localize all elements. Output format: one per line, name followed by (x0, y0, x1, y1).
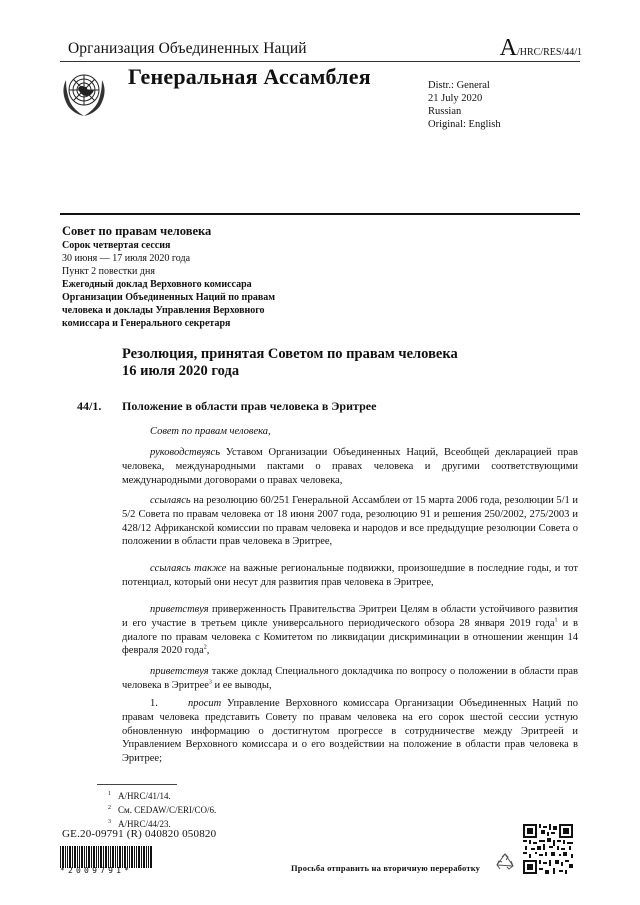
paragraph-text: Уставом Организации Объединенных Наций, Всеобщей декларацией прав человека, международными пактами о правах человека и другими соответствующими международными договорами о правах человека, (122, 447, 578, 486)
paragraph-text: Управление Верховного комиссара Организации Объединенных Наций по правам человека представить Совету по правам человека на его сорок шестой сессии устную обновленную информацию о достигнутом прогрессе в сотрудничестве между Эритреей и Управлением Верховного комиссара и о его воздействии на положение в области прав человека в Эритрее; (122, 698, 578, 765)
agenda-title-line: Организации Объединенных Наций по правам (62, 292, 276, 303)
footnote-number: 1 (108, 791, 111, 797)
paragraph-text: на резолюцию 60/251 Генеральной Ассамблеи от 15 марта 2006 года, резолюции 5/1 и 5/2 Совета по правам человека от 18 июня 2007 года, резолюцию 91 и решения 250/2002, 275/2003 и 428/12 Африканской комиссии по правам человека и народов и все предыдущие резолюции Совета о положении в области прав человека в Эритрее, (122, 495, 578, 548)
paragraph-text: и в диалоге по правам человека с Комитетом по ликвидации дискриминации в отношении женщин 14 февраля 2020 года (122, 617, 578, 657)
resolution-title-line2: 16 июля 2020 года (122, 363, 240, 379)
opening-phrase (122, 425, 578, 439)
resolution-title-line1: Резолюция, принятая Советом по правам человека (122, 346, 458, 362)
distribution-date: 21 July 2020 (428, 93, 483, 104)
preamble-paragraph-2 (122, 494, 578, 549)
distribution-status: Distr.: General (428, 80, 490, 91)
preamble-paragraph-1 (122, 446, 578, 487)
distribution-info (428, 79, 501, 131)
recycle-icon (495, 853, 515, 873)
resolution-number: 44/1. (77, 399, 102, 413)
footnote-text: A/HRC/44/23. (118, 819, 171, 830)
recycle-notice: Просьба отправить на вторичную переработку (291, 863, 481, 873)
document-symbol (499, 35, 582, 61)
paragraph-text: на важные региональные подвижки, произошедшие в последние годы, и тот потенциал, который они несут для развития прав человека в Эритрее, (122, 563, 578, 588)
resolution-subject: Положение в области прав человека в Эритрее (122, 399, 377, 413)
footnote-rule (97, 784, 177, 785)
preamble-paragraph-3 (122, 562, 578, 590)
barcode-number: *2009791* (60, 866, 133, 875)
footnote (108, 802, 216, 816)
session-dates: 30 июня — 17 июля 2020 года (62, 253, 191, 264)
barcode-icon (60, 846, 152, 868)
paragraph-text: и ее выводы, (211, 679, 272, 691)
symbol-rest: /HRC/RES/44/1 (516, 47, 582, 58)
footnotes (108, 788, 216, 831)
paragraph-lead: приветствуя (150, 604, 209, 615)
preamble-paragraph-4 (122, 603, 578, 658)
distribution-original: Original: English (428, 119, 501, 130)
footnote-ref[interactable]: 3 (208, 679, 212, 686)
paragraph-lead: руководствуясь (150, 447, 220, 458)
paragraph-lead: ссылаясь (150, 495, 191, 506)
paragraph-text: также доклад Специального докладчика по вопросу о положении в области прав человека в Эритрее (122, 666, 578, 691)
agenda-title-line: Ежегодный доклад Верховного комиссара (62, 279, 252, 290)
agenda-title-line: человека и доклады Управления Верховного (62, 305, 265, 316)
header-rule (60, 61, 580, 62)
footnote-ref[interactable]: 1 (554, 617, 558, 624)
footnote-text: A/HRC/41/14. (118, 791, 171, 801)
paragraph-text: приверженность Правительства Эритреи Целям в области устойчивого развития и его участие в третьем цикле универсального периодического обзора 28 января 2019 года (122, 604, 578, 629)
agenda-title-line: комиссара и Генерального секретаря (62, 318, 231, 329)
section-rule (60, 213, 580, 215)
qr-code-icon[interactable] (523, 824, 573, 874)
council-title: Совет по правам человека (62, 224, 212, 238)
session-label: Сорок четвертая сессия (62, 240, 171, 251)
distribution-language: Russian (428, 106, 462, 117)
agenda-item: Пункт 2 повестки дня (62, 266, 155, 277)
operative-paragraph-1 (122, 697, 578, 766)
paragraph-lead: просит (188, 698, 222, 709)
preamble-paragraph-5 (122, 665, 578, 693)
footnote-text: См. CEDAW/C/ERI/CO/6. (118, 805, 217, 816)
paragraph-number: 1. (150, 698, 158, 709)
footnote-ref[interactable]: 2 (203, 644, 207, 651)
paragraph-text: , (206, 645, 210, 657)
footnote (108, 788, 216, 802)
opening-text: Совет по правам человека, (150, 426, 271, 437)
footnote-number: 2 (108, 805, 111, 812)
un-emblem-icon (58, 66, 110, 118)
resolution-title (122, 346, 458, 380)
document-number: GE.20-09791 (R) 040820 050820 (62, 828, 217, 840)
general-assembly-title: Генеральная Ассамблея (128, 64, 371, 89)
footnote-number: 3 (108, 819, 111, 826)
council-info (62, 224, 275, 330)
symbol-prefix: A (499, 35, 517, 61)
organization-name: Организация Объединенных Наций (68, 40, 307, 57)
paragraph-lead: ссылаясь также (150, 563, 227, 574)
paragraph-lead: приветствуя (150, 666, 209, 677)
